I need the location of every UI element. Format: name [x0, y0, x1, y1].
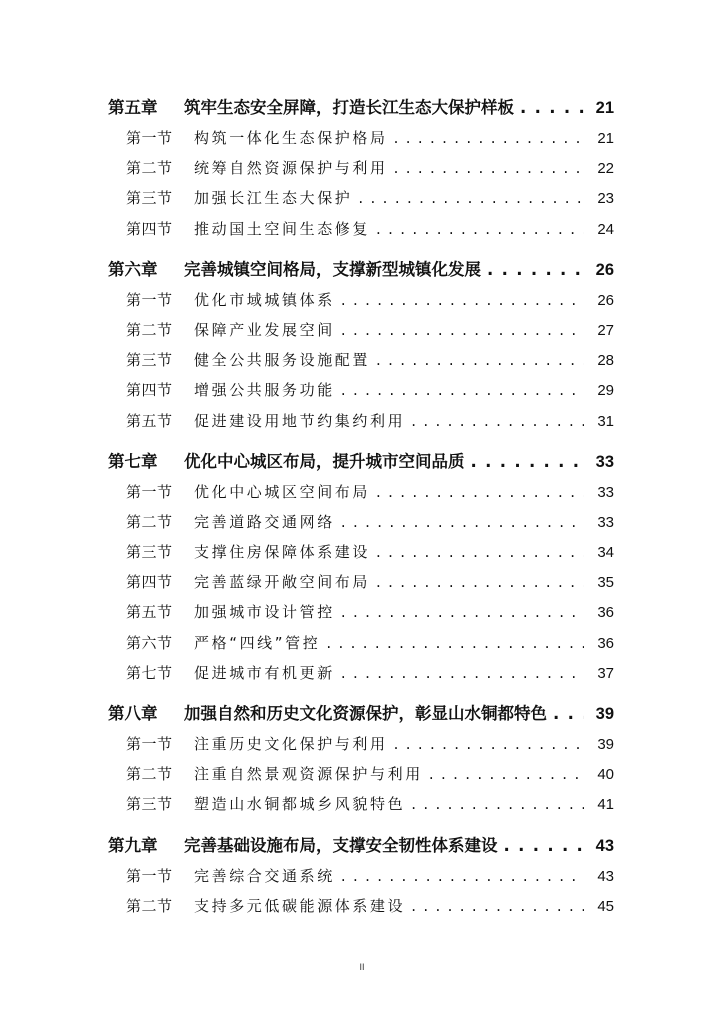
section-label: 第三节	[126, 543, 173, 562]
toc-section[interactable]	[108, 861, 614, 891]
toc-section[interactable]	[108, 597, 614, 627]
toc-section[interactable]	[108, 345, 614, 375]
toc-chapter-9[interactable]	[108, 830, 614, 861]
section-label: 第四节	[126, 573, 173, 592]
section-label: 第五节	[126, 603, 173, 622]
section-page-number: 26	[597, 291, 614, 309]
section-page-number: 24	[597, 220, 614, 238]
dot-leader	[376, 345, 584, 375]
section-label: 第七节	[126, 663, 173, 682]
toc-chapter-8[interactable]	[108, 698, 614, 729]
section-title: 促进建设用地节约集约利用	[194, 411, 406, 430]
dot-leader	[341, 658, 584, 688]
section-title: 支持多元低碳能源体系建设	[194, 896, 406, 915]
section-page-number: 23	[597, 190, 614, 208]
section-title: 推动国土空间生态修复	[194, 219, 371, 238]
dot-leader	[411, 406, 584, 436]
chapter-label: 第五章	[108, 98, 158, 117]
dot-leader	[376, 477, 584, 507]
toc-section[interactable]	[108, 507, 614, 537]
section-label: 第二节	[126, 512, 173, 531]
chapter-page-number: 39	[595, 705, 614, 723]
section-label: 第三节	[126, 795, 173, 814]
section-page-number: 33	[597, 483, 614, 501]
section-page-number: 34	[597, 544, 614, 562]
section-label: 第四节	[126, 219, 173, 238]
toc-chapter-7[interactable]	[108, 446, 614, 477]
toc-section[interactable]	[108, 123, 614, 153]
section-page-number: 37	[597, 664, 614, 682]
dot-leader	[341, 861, 584, 891]
dot-leader	[520, 92, 584, 123]
chapter-label: 第七章	[108, 451, 158, 471]
section-label: 第六节	[126, 633, 173, 652]
section-page-number: 27	[597, 321, 614, 339]
toc-section[interactable]	[108, 891, 614, 921]
toc-chapter-6[interactable]	[108, 254, 614, 285]
section-title: 构筑一体化生态保护格局	[194, 129, 388, 147]
section-page-number: 29	[597, 382, 614, 400]
toc-section[interactable]	[108, 214, 614, 244]
dot-leader	[341, 375, 584, 405]
toc-section[interactable]	[108, 729, 614, 759]
toc-section[interactable]	[108, 537, 614, 567]
section-label: 第二节	[126, 159, 173, 178]
section-label: 第一节	[126, 482, 173, 501]
section-page-number: 35	[597, 574, 614, 592]
section-title: 促进城市有机更新	[194, 663, 335, 682]
toc-chapter-5[interactable]	[108, 92, 614, 123]
section-page-number: 21	[597, 130, 614, 147]
toc-section[interactable]	[108, 406, 614, 436]
section-title: 注重自然景观资源保护与利用	[194, 765, 423, 784]
section-page-number: 33	[597, 513, 614, 531]
section-label: 第三节	[126, 189, 173, 208]
chapter-page-number: 33	[595, 452, 614, 471]
toc-section[interactable]	[108, 759, 614, 789]
section-title: 健全公共服务设施配置	[194, 351, 371, 370]
section-title: 增强公共服务功能	[194, 381, 335, 400]
section-title: 完善蓝绿开敞空间布局	[194, 573, 371, 592]
section-title: 严格“四线”管控	[194, 633, 321, 652]
dot-leader	[429, 759, 584, 789]
section-title: 保障产业发展空间	[194, 320, 335, 339]
chapter-label: 第六章	[108, 259, 158, 279]
chapter-page-number: 43	[595, 836, 614, 855]
section-title: 加强长江生态大保护	[194, 189, 353, 208]
chapter-title: 完善城镇空间格局，支撑新型城镇化发展	[184, 259, 481, 279]
chapter-title: 优化中心城区布局，提升城市空间品质	[184, 451, 465, 471]
section-page-number: 36	[597, 634, 614, 652]
section-page-number: 41	[597, 796, 614, 814]
dot-leader	[394, 153, 584, 183]
section-label: 第一节	[126, 735, 173, 753]
page-footer-number: II	[359, 962, 365, 972]
toc-section[interactable]	[108, 628, 614, 658]
section-title: 统筹自然资源保护与利用	[194, 159, 388, 178]
chapter-title: 筑牢生态安全屏障，打造长江生态大保护样板	[184, 98, 514, 117]
section-label: 第三节	[126, 351, 173, 370]
section-title: 注重历史文化保护与利用	[194, 735, 388, 753]
chapter-label: 第八章	[108, 704, 158, 723]
dot-leader	[394, 123, 584, 153]
section-title: 完善道路交通网络	[194, 512, 335, 531]
section-label: 第一节	[126, 129, 173, 147]
dot-leader	[341, 597, 584, 627]
chapter-page-number: 21	[595, 99, 614, 117]
section-label: 第二节	[126, 765, 173, 784]
section-page-number: 22	[597, 160, 614, 178]
chapter-page-number: 26	[595, 260, 614, 279]
section-label: 第一节	[126, 866, 173, 885]
toc-section[interactable]	[108, 153, 614, 183]
section-title: 支撑住房保障体系建设	[194, 543, 371, 562]
section-page-number: 39	[597, 736, 614, 753]
toc-section[interactable]	[108, 477, 614, 507]
section-page-number: 43	[597, 867, 614, 885]
dot-leader	[341, 315, 584, 345]
chapter-title: 加强自然和历史文化资源保护，彰显山水铜都特色	[184, 704, 547, 723]
section-page-number: 31	[597, 412, 614, 430]
section-label: 第五节	[126, 411, 173, 430]
section-page-number: 45	[597, 897, 614, 915]
dot-leader	[411, 891, 584, 921]
dot-leader	[553, 698, 584, 729]
table-of-contents	[108, 92, 614, 921]
dot-leader	[358, 183, 584, 213]
dot-leader	[487, 254, 584, 285]
section-title: 优化中心城区空间布局	[194, 482, 371, 501]
section-title: 完善综合交通系统	[194, 866, 335, 885]
dot-leader	[394, 729, 584, 759]
dot-leader	[326, 628, 584, 658]
section-label: 第二节	[126, 320, 173, 339]
dot-leader	[504, 830, 585, 861]
dot-leader	[376, 567, 584, 597]
section-title: 优化市域城镇体系	[194, 290, 335, 309]
section-title: 塑造山水铜都城乡风貌特色	[194, 795, 406, 814]
section-page-number: 28	[597, 352, 614, 370]
toc-section[interactable]	[108, 789, 614, 819]
chapter-label: 第九章	[108, 835, 158, 855]
dot-leader	[471, 446, 585, 477]
toc-section[interactable]	[108, 658, 614, 688]
section-title: 加强城市设计管控	[194, 603, 335, 622]
chapter-title: 完善基础设施布局，支撑安全韧性体系建设	[184, 835, 498, 855]
dot-leader	[376, 537, 584, 567]
section-label: 第四节	[126, 381, 173, 400]
toc-section[interactable]	[108, 315, 614, 345]
section-page-number: 40	[597, 766, 614, 784]
section-label: 第二节	[126, 896, 173, 915]
dot-leader	[411, 789, 584, 819]
dot-leader	[341, 285, 584, 315]
toc-section[interactable]	[108, 285, 614, 315]
section-page-number: 36	[597, 604, 614, 622]
dot-leader	[376, 214, 584, 244]
toc-section[interactable]	[108, 567, 614, 597]
dot-leader	[341, 507, 584, 537]
toc-section[interactable]	[108, 183, 614, 213]
section-label: 第一节	[126, 290, 173, 309]
toc-section[interactable]	[108, 375, 614, 405]
